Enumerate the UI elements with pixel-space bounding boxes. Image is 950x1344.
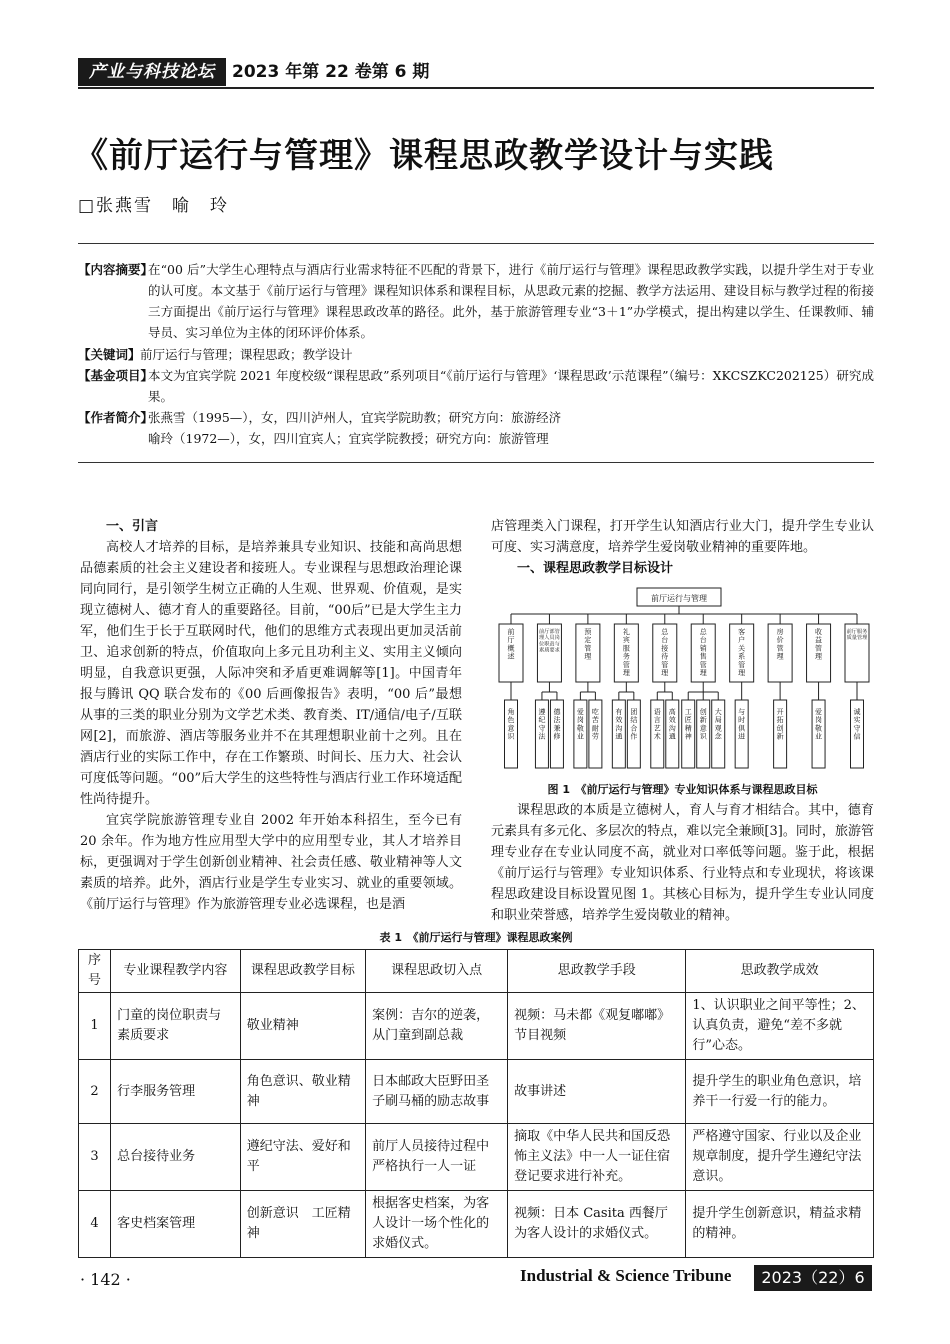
figure-goal-label: 与时俱进 xyxy=(738,708,746,741)
case-table xyxy=(78,949,874,1258)
figure-goal-label: 角色意识 xyxy=(507,708,515,741)
table-row xyxy=(79,1191,874,1258)
col-header-method: 思政教学手段 xyxy=(508,950,686,993)
keywords-row xyxy=(78,344,874,365)
figure-goal-label: 德法兼修 xyxy=(553,708,561,741)
cell-method: 视频：日本 Casita 西餐厅为客人设计的求婚仪式。 xyxy=(508,1191,686,1258)
section-heading-goals: 一、课程思政教学目标设计 xyxy=(517,561,674,576)
figure-goal-label: 团结合作 xyxy=(630,708,638,741)
figure-module-label: 收益管理 xyxy=(815,628,823,661)
figure-root-label: 前厅运行与管理 xyxy=(651,594,707,603)
figure-goal-label: 语言艺术 xyxy=(653,708,661,741)
cell-goal: 角色意识、敬业精神 xyxy=(240,1060,365,1124)
figure-goal-label: 开拓创新 xyxy=(776,708,784,741)
cell-effect: 提升学生的职业角色意识，培养干一行爱一行的能力。 xyxy=(686,1060,874,1124)
figure-knowledge-tree xyxy=(491,580,874,776)
figure-module-label: 前厅部管理人员岗位职责与素质要求 xyxy=(539,629,560,654)
author-intro-row xyxy=(78,407,874,449)
abstract-text: 在“00 后”大学生心理特点与酒店行业需求特征不匹配的背景下，进行《前厅运行与管理》课程思政教学实践，以提升学生对于专业的认可度。本文基于《前厅运行与管理》课程知识体系和课程目标，从思政元素的挖掘、教学方法运用、建设目标与教学过程的衔接三方面提出《前厅运行与管理》课程思政改革的路径。此外，基于旅游管理专业“3＋1”办学模式，提出构建以学生、任课教师、辅导员、实习单位为主体的闭环评价体系。 xyxy=(148,262,874,340)
figure-module-label: 客户关系管理 xyxy=(738,628,746,677)
figure-module-label: 前厅服务质量管理 xyxy=(846,629,868,642)
figure-goal-label: 大局观念 xyxy=(714,708,722,741)
author-intro-label: 【作者简介】 xyxy=(78,410,154,425)
figure-caption: 图 1 《前厅运行与管理》专业知识体系与课程思政目标 xyxy=(547,783,818,796)
figure-goal-label: 工匠精神 xyxy=(684,708,692,741)
figure-module-label: 预定管理 xyxy=(584,628,592,661)
figure-goal-label: 吃苦耐劳 xyxy=(591,708,599,741)
col-header-goal: 课程思政教学目标 xyxy=(240,950,365,993)
page-number: · 142 · xyxy=(80,1270,131,1289)
figure-module-label: 总台接待管理 xyxy=(661,628,669,677)
intro-paragraph-continued: 店管理类入门课程，打开学生认知酒店行业大门，提升学生专业认可度、实习满意度，培养学生爱岗敬业精神的重要阵地。 xyxy=(491,519,874,555)
article-title: 《前厅运行与管理》课程思政教学设计与实践 xyxy=(74,136,774,176)
table-row xyxy=(79,1060,874,1124)
col-header-effect: 思政教学成效 xyxy=(686,950,874,993)
goals-paragraph: 课程思政的本质是立德树人，育人与育才相结合。其中，德育元素具有多元化、多层次的特点，难以完全兼顾[3]。同时，旅游管理专业存在专业认同度不高，就业对口率低等问题。鉴于此，根据《前厅运行与管理》专业知识体系、行业特点和专业现状，将该课程思政建设目标设置见图 1。其核心目标为，提升学生专业认同度和职业荣誉感，培养学生爱岗敬业的精神。 xyxy=(491,803,874,923)
cell-index: 3 xyxy=(79,1124,111,1191)
cell-entry: 前厅人员接待过程中严格执行一人一证 xyxy=(366,1124,508,1191)
cell-content: 总台接待业务 xyxy=(111,1124,241,1191)
intro-paragraph-2: 宜宾学院旅游管理专业自 2002 年开始本科招生，至今已有 20 余年。作为地方性应用型大学中的应用型专业，其人才培养目标，更强调对于学生创新创业精神、社会责任感、敬业精神等人文素质的培养。此外，酒店行业是学生专业实习、就业的重要领域。《前厅运行与管理》作为旅游管理专业必选课程，也是酒 xyxy=(80,813,462,912)
figure-goal-label: 遵纪守法 xyxy=(538,708,546,741)
fund-text: 本文为宜宾学院 2021 年度校级“课程思政”系列项目“《前厅运行与管理》‘课程思政’示范课程”（编号：XKCSZKC202125）研究成果。 xyxy=(148,368,874,404)
fund-row xyxy=(78,365,874,407)
cell-index: 1 xyxy=(79,993,111,1060)
footer-issue: 2023（22）6 xyxy=(754,1265,872,1291)
section-heading-intro: 一、引言 xyxy=(106,519,159,534)
keywords-label: 【关键词】 xyxy=(78,347,141,362)
cell-content: 门童的岗位职责与素质要求 xyxy=(111,993,241,1060)
table-caption: 表 1 《前厅运行与管理》课程思政案例 xyxy=(379,931,573,944)
author-intro-1: 张燕雪（1995—），女，四川泸州人，宜宾学院助教；研究方向：旅游经济 xyxy=(148,410,562,425)
cell-effect: 提升学生创新意识，精益求精的精神。 xyxy=(686,1191,874,1258)
journal-english-name: Industrial & Science Tribune xyxy=(520,1266,732,1285)
cell-entry: 案例：吉尔的逆袭，从门童到副总裁 xyxy=(366,993,508,1060)
table-header-row xyxy=(79,950,874,993)
cell-goal: 创新意识 工匠精神 xyxy=(240,1191,365,1258)
intro-paragraph-1: 高校人才培养的目标，是培养兼具专业知识、技能和高尚思想品德素质的社会主义建设者和接班人。专业课程与思想政治理论课同向同行，是引领学生树立正确的人生观、世界观、价值观，是实现立德树人、德才育人的重要路径。目前，“00后”已是大学生主力军，他们生于长于互联网时代，他们的思维方式表现出更加灵活前卫、追求创新的特点，价值取向上多元且功利主义、实用主义倾向明显，自我意识更强，人际冲突和矛盾更难调解等[1]。中国青年报与腾讯 QQ 联合发布的《00 后画像报告》表明，“00 后”最想从事的三类的职业分别为文学艺术类、教育类、IT/通信/电子/互联网[2]，而旅游、酒店等服务业并不在其理想职业前十之列。且在酒店行业的实际工作中，存在工作繁琐、时间长、压力大、社会认可度低等问题。“00”后大学生的这些特性与酒店行业工作环境适配性尚待提升。 xyxy=(80,540,462,807)
issue-label: 2023 年第 22 卷第 6 期 xyxy=(232,62,430,82)
col-header-content: 专业课程教学内容 xyxy=(111,950,241,993)
abstract-label: 【内容摘要】 xyxy=(78,262,154,277)
journal-name: 产业与科技论坛 xyxy=(78,58,226,86)
abstract-top-rule xyxy=(78,243,874,244)
abstract-row xyxy=(78,259,874,343)
author-intro-2: 喻玲（1972—），女，四川宜宾人；宜宾学院教授；研究方向：旅游管理 xyxy=(148,431,549,446)
fund-label: 【基金项目】 xyxy=(78,368,154,383)
header-rule xyxy=(78,87,874,89)
cell-entry: 根据客史档案，为客人设计一场个性化的求婚仪式。 xyxy=(366,1191,508,1258)
keywords-text: 前厅运行与管理；课程思政；教学设计 xyxy=(140,347,353,362)
cell-index: 2 xyxy=(79,1060,111,1124)
table-row xyxy=(79,1124,874,1191)
figure-goal-label: 高效沟通 xyxy=(668,708,676,741)
cell-content: 行李服务管理 xyxy=(111,1060,241,1124)
cell-method: 视频：马未都《观复嘟嘟》节目视频 xyxy=(508,993,686,1060)
cell-goal: 敬业精神 xyxy=(240,993,365,1060)
left-column xyxy=(80,516,462,915)
figure-goal-label: 爱岗敬业 xyxy=(815,708,823,741)
cell-goal: 遵纪守法、爱好和平 xyxy=(240,1124,365,1191)
right-column-bottom xyxy=(491,800,874,926)
col-header-index: 序号 xyxy=(79,950,111,993)
col-header-entry: 课程思政切入点 xyxy=(366,950,508,993)
author-line: □张燕雪 喻 玲 xyxy=(78,196,230,216)
right-column-top xyxy=(491,516,874,579)
figure-goal-label: 诚实守信 xyxy=(853,708,861,741)
cell-effect: 严格遵守国家、行业以及企业规章制度，提升学生遵纪守法意识。 xyxy=(686,1124,874,1191)
figure-goal-label: 有效沟通 xyxy=(615,708,623,741)
figure-goal-label: 创新意识 xyxy=(699,708,707,741)
cell-method: 故事讲述 xyxy=(508,1060,686,1124)
abstract-bottom-rule xyxy=(78,462,874,463)
figure-module-label: 礼宾服务管理 xyxy=(622,628,630,677)
cell-content: 客史档案管理 xyxy=(111,1191,241,1258)
cell-index: 4 xyxy=(79,1191,111,1258)
figure-goal-label: 爱岗敬业 xyxy=(576,708,584,741)
figure-module-label: 总台销售管理 xyxy=(699,628,707,677)
abstract-section xyxy=(78,259,874,449)
figure-module-label: 房价管理 xyxy=(776,628,784,661)
table-row xyxy=(79,993,874,1060)
cell-effect: 1、认识职业之间平等性；2、认真负责，避免“差不多就行”心态。 xyxy=(686,993,874,1060)
cell-entry: 日本邮政大臣野田圣子刷马桶的励志故事 xyxy=(366,1060,508,1124)
figure-module-label: 前厅概述 xyxy=(507,628,515,661)
cell-method: 摘取《中华人民共和国反恐怖主义法》中一人一证住宿登记要求进行补充。 xyxy=(508,1124,686,1191)
